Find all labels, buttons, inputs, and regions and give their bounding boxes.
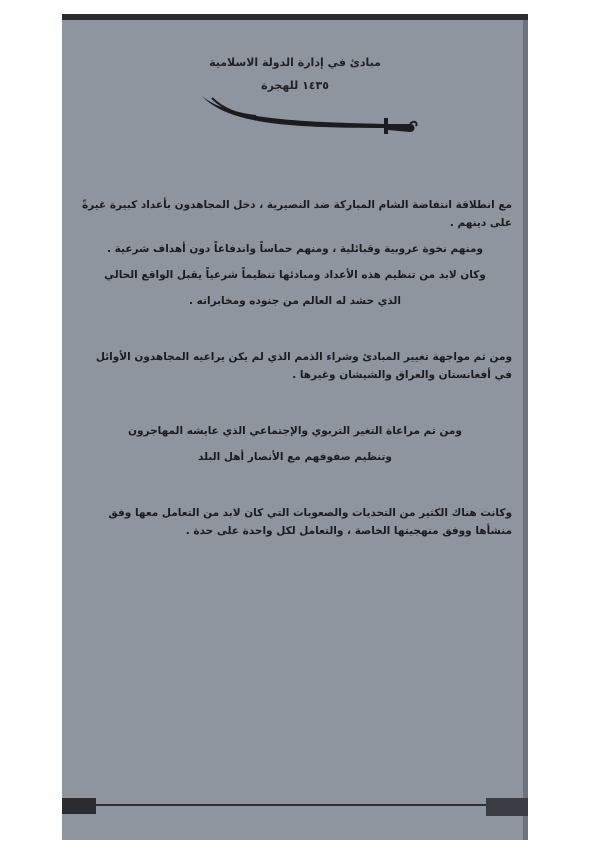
paragraph: الذي حشد له العالم من جنوده ومخابراته .	[189, 295, 401, 307]
paragraph: مع انطلاقة انتفاضة الشام المباركة ضد النصيرية ، دخل المجاهدون بأعداد كبيرة غيرةً على دينهم .	[81, 199, 512, 229]
paragraph: ومن ثم مراعاة التغير التربوي والإجتماعي الذي عايشه المهاجرون	[128, 425, 462, 437]
footer-mark	[62, 798, 96, 814]
document-title: مبادئ في إدارة الدولة الاسلامية	[209, 56, 381, 69]
footer-rule	[62, 804, 528, 806]
paragraph: وتنظيم صفوفهم مع الأنصار أهل البلد	[198, 451, 392, 463]
sword-icon	[198, 88, 418, 140]
scan-edge	[523, 20, 528, 840]
document-header	[62, 56, 528, 92]
document-body	[78, 196, 512, 540]
paragraph: ومنهم نخوة عروبية وقبائلية ، ومنهم حماساً واندفاعاً دون أهداف شرعية .	[107, 243, 483, 255]
footer-mark	[486, 798, 528, 816]
paragraph: وكانت هناك الكثير من التحديات والصعوبات التي كان لابد من التعامل معها وفق منشأها ووفق منهجيتها الخاصة ، والتعامل لكل واحدة على حدة .	[108, 507, 512, 537]
paragraph: وكان لابد من تنظيم هذه الأعداد ومبادئها تنظيماً شرعياً يقبل الواقع الحالي	[104, 269, 486, 281]
paragraph: ومن ثم مواجهة تغيير المبادئ وشراء الذمم الذي لم يكن يراعيه المجاهدون الأوائل في أفغانستان والعراق والشيشان وغيرها .	[95, 351, 512, 381]
document-year: ١٤٣٥ للهجرة	[261, 79, 329, 92]
scanned-document	[62, 14, 528, 840]
